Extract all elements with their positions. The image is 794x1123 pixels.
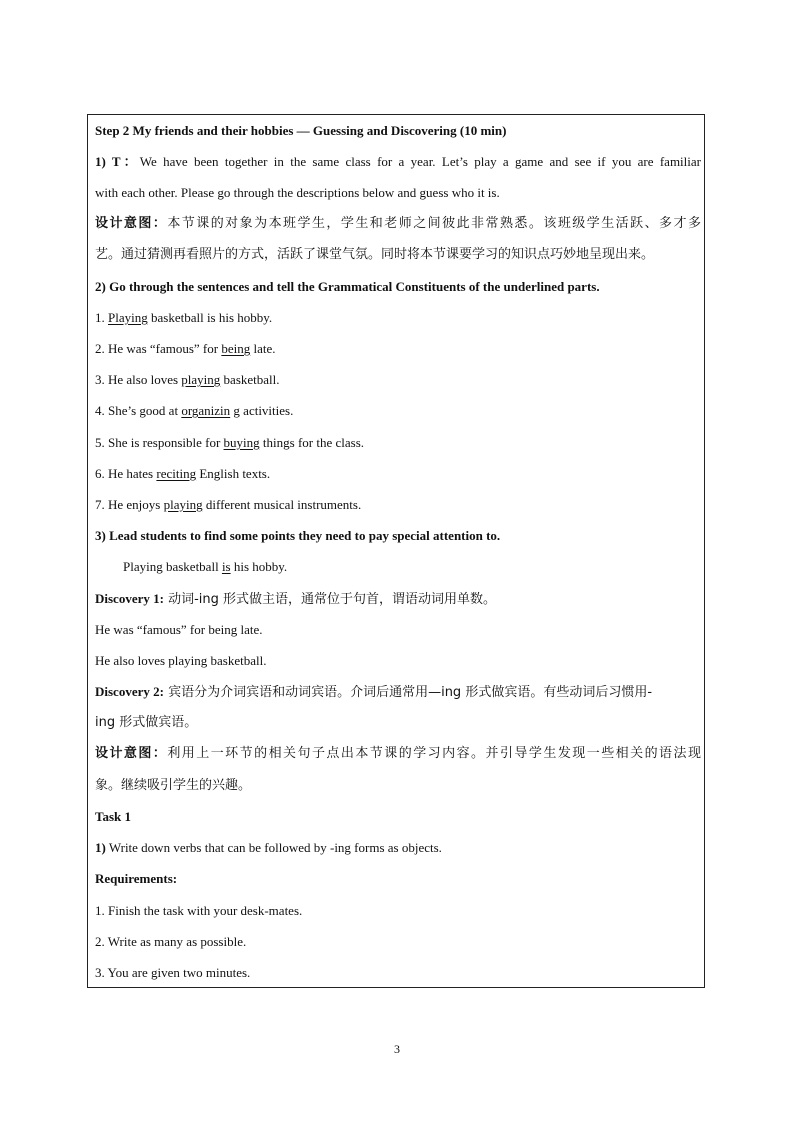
requirements-label: Requirements: [95, 871, 178, 886]
instruction-2: 2) Go through the sentences and tell the Grammatical Constituents of the underlined parts. [95, 279, 600, 294]
example-2-line-2: He also loves playing basketball. [95, 653, 267, 668]
discovery-2-line-1: Discovery 2: 宾语分为介词宾语和动词宾语。介词后通常用—ing 形式做宾语。有些动词后习惯用- [95, 684, 653, 700]
sentence-2: 2. He was “famous” for being late. [95, 341, 276, 356]
example-2-line-1: He was “famous” for being late. [95, 622, 263, 637]
teacher-label: 1) T： [95, 154, 140, 169]
discovery-2-label: Discovery 2: [95, 684, 164, 699]
sentence-3: 3. He also loves playing basketball. [95, 372, 280, 387]
discovery-1-label: Discovery 1: [95, 591, 164, 606]
design-intent-1-line-2: 艺。通过猜测再看照片的方式，活跃了课堂气氛。同时将本节课要学习的知识点巧妙地呈现出来。 [95, 247, 655, 262]
sentence-7: 7. He enjoys playing different musical instruments. [95, 497, 362, 512]
example-sentence: Playing basketball is his hobby. [123, 559, 288, 574]
design-intent-2-line-2: 象。继续吸引学生的兴趣。 [95, 778, 252, 793]
requirement-3: 3. You are given two minutes. [95, 965, 251, 980]
discovery-2-line-2: ing 形式做宾语。 [95, 715, 198, 730]
step-heading: Step 2 My friends and their hobbies — Guessing and Discovering (10 min) [95, 123, 507, 138]
sentence-5: 5. She is responsible for buying things for the class. [95, 435, 365, 450]
page-number: 3 [394, 1042, 400, 1056]
design-intent-label: 设计意图： [95, 216, 168, 231]
teacher-line-2: with each other. Please go through the descriptions below and guess who it is. [95, 185, 500, 200]
design-intent-label: 设计意图： [95, 746, 168, 761]
requirement-2: 2. Write as many as possible. [95, 934, 247, 949]
requirement-1: 1. Finish the task with your desk-mates. [95, 903, 303, 918]
task-title: Task 1 [95, 809, 132, 824]
sentence-4: 4. She’s good at organizin g activities. [95, 403, 294, 418]
instruction-3: 3) Lead students to find some points they need to pay special attention to. [95, 528, 501, 543]
teacher-line-1: 1) T：We have been together in the same class for a year. Let’s play a game and see if you are familiar [95, 154, 701, 169]
sentence-1: 1. Playing basketball is his hobby. [95, 310, 273, 325]
design-intent-1-line-1: 设计意图：本节课的对象为本班学生，学生和老师之间彼此非常熟悉。该班级学生活跃、多才多 [95, 216, 701, 231]
design-intent-2-line-1: 设计意图：利用上一环节的相关句子点出本节课的学习内容。并引导学生发现一些相关的语法现 [95, 746, 701, 761]
sentence-6: 6. He hates reciting English texts. [95, 466, 271, 481]
task-item: 1) Write down verbs that can be followed by -ing forms as objects. [95, 840, 442, 855]
discovery-1: Discovery 1: 动词-ing 形式做主语，通常位于句首，谓语动词用单数。 [95, 591, 497, 607]
content-table-cell [87, 114, 705, 988]
